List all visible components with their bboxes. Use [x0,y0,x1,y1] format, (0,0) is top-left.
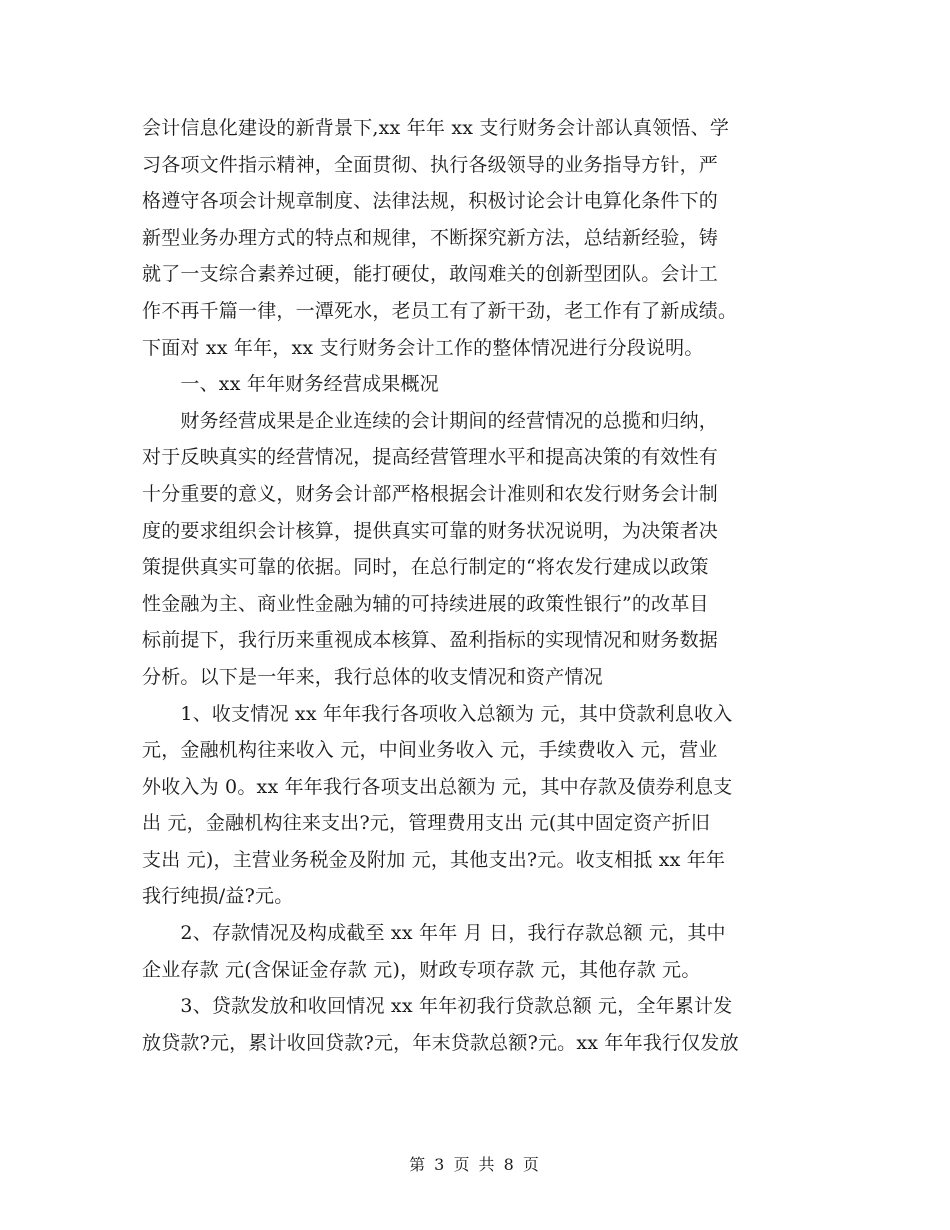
text-line: 新型业务办理方式的特点和规律，不断探究新方法，总结新经验，铸 [142,226,719,249]
text-line: 习各项文件指示精神，全面贯彻、执行各级领导的业务指导方针，严 [142,153,719,176]
text-line: 2、存款情况及构成截至 xx 年年 月 日，我行存款总额 元，其中 [142,922,726,945]
text-line: 1、收支情况 xx 年年我行各项收入总额为 元，其中贷款利息收入 [142,702,733,725]
text-line: 放贷款?元，累计收回贷款?元，年末贷款总额?元。xx 年年我行仅发放 [142,1031,739,1054]
text-line: 度的要求组织会计核算，提供真实可靠的财务状况说明，为决策者决 [142,519,719,542]
text-line: 性金融为主、商业性金融为辅的可持续进展的政策性银行”的改革目 [142,592,709,615]
body-text [142,110,812,1061]
text-line: 对于反映真实的经营情况，提高经营管理水平和提高决策的有效性有 [142,446,719,469]
text-line: 会计信息化建设的新背景下,xx 年年 xx 支行财务会计部认真领悟、学 [142,117,730,139]
page-number-footer: 第 3 页 共 8 页 [409,1155,541,1174]
text-line: 我行纯损/益?元。 [142,885,294,908]
text-line: 标前提下，我行历来重视成本核算、盈利指标的实现情况和财务数据 [142,629,719,652]
text-line: 下面对 xx 年年，xx 支行财务会计工作的整体情况进行分段说明。 [142,336,704,359]
text-line: 格遵守各项会计规章制度、法律法规，积极讨论会计电算化条件下的 [142,190,719,213]
text-line: 元，金融机构往来收入 元，中间业务收入 元，手续费收入 元，营业 [142,739,718,762]
text-line: 出 元，金融机构往来支出?元，管理费用支出 元(其中固定资产折旧 [142,812,711,835]
text-line: 作不再千篇一律，一潭死水，老员工有了新干劲，老工作有了新成绩。 [142,299,738,322]
text-line: 企业存款 元(含保证金存款 元)，财政专项存款 元，其他存款 元。 [142,958,701,981]
text-line: 就了一支综合素养过硬，能打硬仗，敢闯难关的创新型团队。会计工 [142,263,719,286]
text-line: 策提供真实可靠的依据。同时，在总行制定的“将农发行建成以政策 [142,556,709,579]
text-line: 分析。以下是一年来，我行总体的收支情况和资产情况 [142,665,603,688]
section-heading: 一、xx 年年财务经营成果概况 [142,373,439,396]
text-line: 外收入为 0。xx 年年我行各项支出总额为 元，其中存款及债券利息支 [142,775,733,798]
text-line: 3、贷款发放和收回情况 xx 年年初我行贷款总额 元，全年累计发 [142,995,733,1018]
text-line: 十分重要的意义，财务会计部严格根据会计准则和农发行财务会计制 [142,482,719,505]
text-line: 支出 元)，主营业务税金及附加 元，其他支出?元。收支相抵 xx 年年 [142,848,726,871]
text-line: 财务经营成果是企业连续的会计期间的经营情况的总揽和归纳， [142,409,719,432]
